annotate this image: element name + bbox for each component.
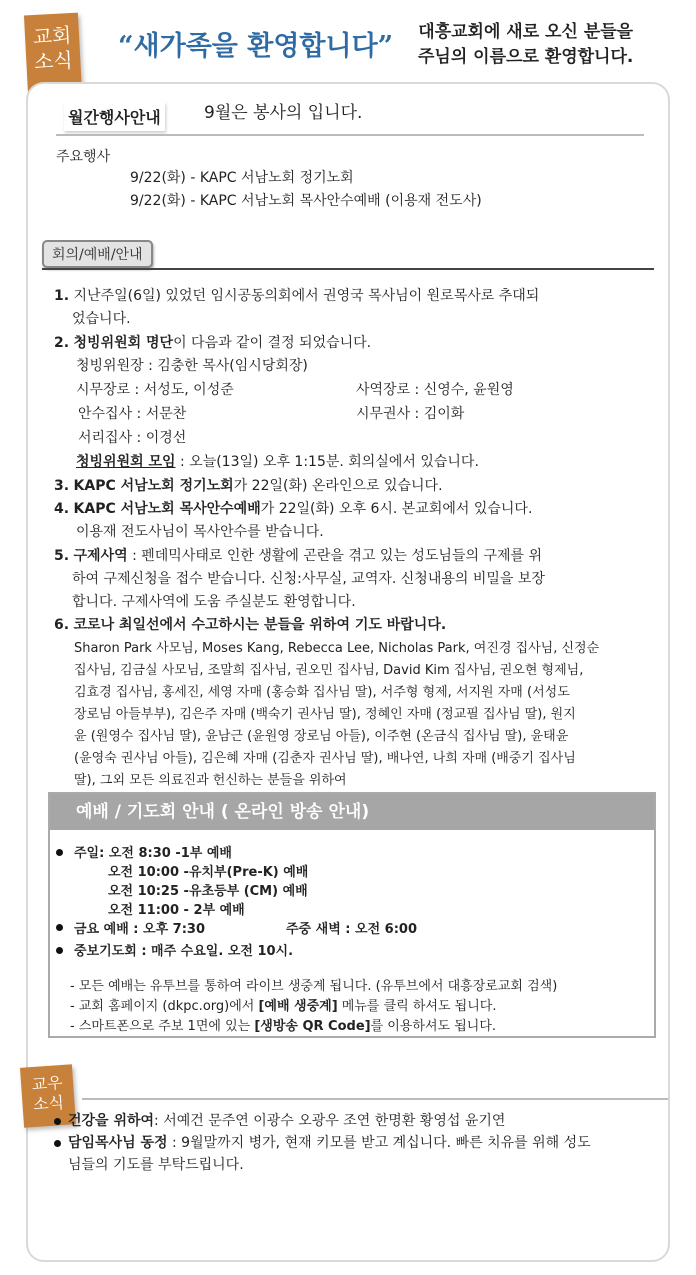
tag-line-1: 교우: [31, 1072, 64, 1095]
item-number: 5.: [54, 548, 70, 564]
bullet-icon: [56, 947, 63, 954]
bullet-icon: [56, 849, 63, 856]
notice-item-3: [54, 475, 443, 495]
sunday-service-2: 오전 11:00 - 2부 예배: [108, 903, 245, 918]
intercessory-prayer: 중보기도회 : 매주 수요일. 오전 10시.: [74, 944, 294, 959]
sunday-service-prek: 오전 10:00 -유치부(Pre-K) 예배: [108, 865, 309, 880]
events-title: 주요행사: [56, 149, 111, 165]
committee-elders: 시무장로 : 서성도, 이성준: [76, 382, 234, 398]
divider: [82, 1098, 668, 1100]
page-title: “새가족을 환영합니다”: [118, 31, 394, 62]
monthly-events-label: 월간행사안내: [64, 102, 165, 131]
prayer-names-line: 집사님, 김금실 사모님, 조말희 집사님, 권오민 집사님, David Kim 집사님, 권오현 형제님,: [74, 663, 584, 678]
prayer-names-line: 장로님 아들부부), 김은주 자매 (백숙기 권사님 딸), 정혜인 자매 (정교필 집사님 딸), 원지: [74, 707, 576, 722]
committee-meeting: [76, 451, 479, 471]
bullet-icon: [54, 1118, 61, 1125]
notice-item-5: [54, 545, 542, 565]
pastor-news-text: : 9월말까지 병가, 현재 키모를 받고 계십니다. 빠른 치유를 위해 성도: [167, 1135, 591, 1151]
health-prayer-names: : 서예건 문주연 이광수 오광우 조연 한명환 황영섭 윤기연: [154, 1113, 506, 1129]
item-text-cont: 하여 구제신청을 접수 받습니다. 신청:사무실, 교역자. 신청내용의 비밀을 보장: [72, 571, 545, 587]
item-text: : 펜데믹사태로 인한 생활에 곤란을 겪고 있는 성도님들의 구제를 위: [127, 548, 542, 564]
prayer-names-line: Sharon Park 사모님, Moses Kang, Rebecca Lee, Nicholas Park, 여진경 집사님, 신정순: [74, 641, 600, 656]
note-text: 메뉴를 클릭 하셔도 됩니다.: [337, 999, 497, 1014]
stream-note-youtube: - 모든 예배는 유투브를 통하여 라이브 생중계 됩니다. (유투브에서 대흥장로교회 검색): [70, 979, 558, 994]
item-number: 6.: [54, 617, 70, 633]
item-text: 가 22일(화) 오후 6시. 본교회에서 있습니다.: [260, 501, 533, 517]
committee-kwonsa: 시무권사 : 김이화: [356, 406, 465, 422]
monthly-theme: 9월은 봉사의 입니다.: [204, 103, 363, 123]
item-number: 2.: [54, 335, 70, 351]
notice-item-4: [54, 498, 532, 518]
item-number: 3.: [54, 478, 70, 494]
divider: [56, 134, 644, 136]
health-prayer: [68, 1110, 505, 1130]
item-text-cont: 합니다. 구제사역에 도움 주실분도 환영합니다.: [72, 594, 356, 610]
item-number: 1.: [54, 288, 70, 304]
welcome-message: [418, 20, 633, 69]
item-text: 가 22일(화) 온라인으로 있습니다.: [233, 478, 443, 494]
welcome-line-1: 대흥교회에 새로 오신 분들을: [418, 22, 634, 42]
item-bold: 코로나 최일선에서 수고하시는 분들을 위하여 기도 바랍니다.: [73, 617, 447, 633]
committee-ministry-elders: 사역장로 : 신영수, 윤원영: [356, 382, 514, 398]
item-number: 4.: [54, 501, 70, 517]
prayer-names-line: 김효경 집사님, 홍세진, 세영 자매 (홍승화 집사님 딸), 서주형 형제, 서지원 자매 (서성도: [74, 685, 570, 700]
health-prayer-label: 건강을 위하여: [68, 1113, 155, 1129]
prayer-names-line: (윤영숙 권사님 아들), 김은혜 자매 (김춘자 권사님 딸), 배나연, 나희 자매 (배중기 집사님: [74, 751, 576, 766]
divider: [42, 268, 654, 270]
prayer-names-line: 윤 (원영수 집사님 딸), 윤남근 (윤원영 장로님 아들), 이주현 (온금식 집사님 딸), 윤태윤: [74, 729, 569, 744]
item-text: 지난주일(6일) 있었던 임시공동의회에서 권영국 목사님이 원로목사로 추대되: [73, 288, 540, 304]
pastor-news-cont: 님들의 기도를 부탁드립니다.: [68, 1157, 244, 1173]
bullet-icon: [56, 924, 63, 931]
tag-line-2: 소식: [32, 1092, 65, 1115]
tag-line-1: 교회: [32, 23, 72, 50]
dawn-service: 주중 새벽 : 오전 6:00: [286, 922, 417, 937]
committee-deacons: 안수집사 : 서문찬: [78, 406, 187, 422]
notice-item-1: [54, 285, 539, 305]
pastor-news: [68, 1132, 591, 1152]
committee-acting-deacons: 서리집사 : 이경선: [78, 430, 187, 446]
event-item: 9/22(화) - KAPC 서남노회 정기노회: [130, 170, 354, 186]
welcome-line-2: 주님의 이름으로 환영합니다.: [418, 46, 634, 67]
sunday-service-1: 주일: 오전 8:30 -1부 예배: [74, 846, 232, 861]
pastor-news-label: 담임목사님 동정: [68, 1135, 168, 1151]
committee-meeting-label: 청빙위원회 모임: [76, 454, 176, 470]
stream-note-homepage: [70, 995, 496, 1014]
note-text: - 스마트폰으로 주보 1면에 있는: [70, 1019, 255, 1034]
worship-info-header: 예배 / 기도회 안내 ( 온라인 방송 안내): [50, 794, 654, 830]
meeting-section-label: 회의/예배/안내: [42, 240, 153, 268]
item-bold: 구제사역: [73, 548, 128, 564]
event-item: 9/22(화) - KAPC 서남노회 목사안수예배 (이용재 전도사): [130, 193, 482, 209]
note-text: - 교회 홈페이지 (dkpc.org)에서: [70, 999, 259, 1014]
sunday-service-cm: 오전 10:25 -유초등부 (CM) 예배: [108, 884, 308, 899]
tag-line-2: 소식: [33, 47, 74, 74]
item-bold: KAPC 서남노회 정기노회: [73, 478, 234, 494]
item-text: 이 다음과 같이 결정 되었습니다.: [173, 335, 372, 351]
item-bold: KAPC 서남노회 목사안수예배: [73, 501, 261, 517]
note-highlight: [예배 생중계]: [258, 999, 338, 1014]
friday-service: 금요 예배 : 오후 7:30: [74, 922, 205, 937]
note-text: 를 이용하셔도 됩니다.: [370, 1019, 497, 1034]
item-text-cont: 이용재 전도사님이 목사안수를 받습니다.: [76, 524, 324, 540]
bullet-icon: [54, 1140, 61, 1147]
note-highlight: [생방송 QR Code]: [254, 1019, 371, 1034]
item-bold: 청빙위원회 명단: [73, 335, 174, 351]
notice-item-2: [54, 332, 371, 352]
stream-note-qr: [70, 1015, 496, 1034]
notice-item-6: [54, 614, 446, 634]
prayer-names-line: 딸), 그외 모든 의료진과 헌신하는 분들을 위하여: [74, 773, 347, 788]
item-text-cont: 었습니다.: [72, 311, 131, 327]
committee-meeting-text: : 오늘(13일) 오후 1:15분. 회의실에서 있습니다.: [175, 454, 479, 470]
committee-chair: 청빙위원장 : 김충한 목사(임시당회장): [76, 358, 308, 374]
